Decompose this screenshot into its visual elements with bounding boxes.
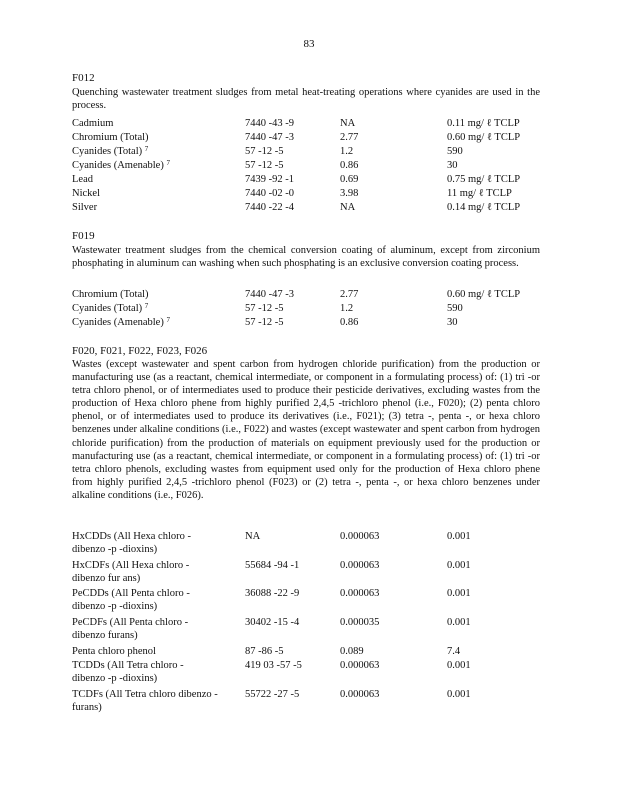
constituent-name: Lead [72, 174, 93, 185]
cas-number: 7439 -92 -1 [245, 174, 294, 185]
constituent-name: TCDDs (All Tetra chloro - [72, 660, 184, 671]
footnote-marker: 7 [166, 159, 170, 167]
constituent-name: Cyanides (Amenable) $^7$ [72, 159, 170, 171]
constituent-name-cont: dibenzo -p -dioxins) [72, 544, 158, 555]
constituent-name: Chromium (Total) [72, 289, 149, 300]
cas-number: 57 -12 -5 [245, 303, 284, 314]
wastewater-standard: 3.98 [340, 188, 359, 199]
wastewater-standard: 0.69 [340, 174, 359, 185]
wastewater-standard: 0.86 [340, 317, 359, 328]
nonwastewater-standard: 0.001 [447, 531, 471, 542]
waste-code-f020-f026: F020, F021, F022, F023, F026 [72, 345, 208, 357]
cas-number: 7440 -47 -3 [245, 132, 294, 143]
cas-number: 36088 -22 -9 [245, 588, 300, 599]
wastewater-standard: 2.77 [340, 289, 359, 300]
cas-number: 419 03 -57 -5 [245, 660, 302, 671]
constituent-name: PeCDDs (All Penta chloro - [72, 588, 190, 599]
constituent-name: Cyanides (Total) $^7$ [72, 145, 149, 157]
waste-code-f019: F019 [72, 230, 95, 242]
wastewater-standard: 0.000063 [340, 588, 380, 599]
constituent-name: Cadmium [72, 118, 114, 129]
nonwastewater-standard: 0.001 [447, 617, 471, 628]
nonwastewater-standard: 0.75 mg/ ℓ TCLP [447, 174, 521, 185]
constituent-name: TCDFs (All Tetra chloro dibenzo - [72, 689, 218, 700]
nonwastewater-standard: 0.60 mg/ ℓ TCLP [447, 132, 521, 143]
nonwastewater-standard: 0.001 [447, 660, 471, 671]
constituent-name-cont: dibenzo -p -dioxins) [72, 601, 158, 612]
waste-description-f020-f026: Wastes (except wastewater and spent carbon from hydrogen chloride purification) from the production or manufacturing use (as a reactant, chemical intermediate, or component in a formulating process) of: (1) tri -or tetra chloro phenol, or of intermediates used to produce their pesticide derivatives, excluding wastes from the production of Hexa chloro phene from highly purified 2,4,5 -trichloro phenol (i.e., F020); (2) penta chloro phenol, or of intermediates used to produce its derivatives (i.e., F021); (3) tetra -, penta -, or hexa chloro benzenes under alkaline conditions (i.e., F022) and wastes (except wastewater and spent carbon from hydrogen chloride purification) from the production of materials on equipment previously used for the production or manufacturing use (as a reactant, chemical intermediate, or component in a formulating process) of: (1) tri -or tetra chloro phenols, excluding wastes from equipment used only for the production of Hexa chloro phene from highly purified 2,4,5 -trichloro phenol (F023) or (2) tetra -, penta -, or hexa chloro benzenes under alkaline conditions (i.e., F026). [72, 359, 540, 501]
cas-number: 55722 -27 -5 [245, 689, 300, 700]
constituent-name-cont: furans) [72, 702, 102, 713]
constituent-name-cont: dibenzo -p -dioxins) [72, 673, 158, 684]
wastewater-standard: 0.000063 [340, 689, 380, 700]
cas-number: 30402 -15 -4 [245, 617, 300, 628]
footnote-marker: 7 [144, 145, 149, 153]
constituent-name: HxCDFs (All Hexa chloro - [72, 560, 190, 571]
wastewater-standard: 0.000035 [340, 617, 380, 628]
cas-number: 7440 -47 -3 [245, 289, 294, 300]
waste-code-f012: F012 [72, 72, 95, 84]
constituent-name-cont: dibenzo fur ans) [72, 573, 141, 584]
waste-description-f019: Wastewater treatment sludges from the chemical conversion coating of aluminum, except from zirconium phosphating in aluminum can washing when such phosphating is an exclusive conversion coating process. [72, 245, 540, 270]
wastewater-standard: NA [340, 202, 356, 213]
constituent-name: Silver [72, 202, 98, 213]
nonwastewater-standard: 0.001 [447, 689, 471, 700]
nonwastewater-standard: 0.001 [447, 588, 471, 599]
footnote-marker: 7 [144, 302, 149, 310]
page-number: 83 [303, 38, 315, 50]
constituent-name: Nickel [72, 188, 100, 199]
cas-number: 55684 -94 -1 [245, 560, 300, 571]
wastewater-standard: 0.000063 [340, 531, 380, 542]
wastewater-standard: 0.089 [340, 646, 364, 657]
wastewater-standard: 1.2 [340, 303, 354, 314]
constituent-name: Cyanides (Amenable) $^7$ [72, 316, 170, 328]
wastewater-standard: 1.2 [340, 146, 354, 157]
cas-number: 7440 -02 -0 [245, 188, 294, 199]
cas-number: 57 -12 -5 [245, 160, 284, 171]
wastewater-standard: 0.86 [340, 160, 359, 171]
nonwastewater-standard: 11 mg/ ℓ TCLP [447, 188, 512, 199]
nonwastewater-standard: 590 [447, 303, 463, 314]
waste-description-f012: Quenching wastewater treatment sludges from metal heat-treating operations where cyanides are used in the process. [72, 87, 540, 112]
cas-number: 57 -12 -5 [245, 317, 284, 328]
wastewater-standard: 0.000063 [340, 660, 380, 671]
nonwastewater-standard: 30 [447, 160, 458, 171]
cas-number: NA [245, 531, 261, 542]
constituent-name: HxCDDs (All Hexa chloro - [72, 531, 191, 542]
wastewater-standard: 0.000063 [340, 560, 380, 571]
footnote-marker: 7 [166, 316, 170, 324]
nonwastewater-standard: 30 [447, 317, 458, 328]
wastewater-standard: 2.77 [340, 132, 359, 143]
cas-number: 87 -86 -5 [245, 646, 284, 657]
wastewater-standard: NA [340, 118, 356, 129]
constituent-name: Chromium (Total) [72, 132, 149, 143]
constituent-name-cont: dibenzo furans) [72, 630, 138, 641]
constituent-name: PeCDFs (All Penta chloro - [72, 617, 189, 628]
cas-number: 57 -12 -5 [245, 146, 284, 157]
nonwastewater-standard: 7.4 [447, 646, 461, 657]
nonwastewater-standard: 0.60 mg/ ℓ TCLP [447, 289, 521, 300]
cas-number: 7440 -22 -4 [245, 202, 294, 213]
constituent-name: Cyanides (Total) $^7$ [72, 302, 149, 314]
nonwastewater-standard: 0.001 [447, 560, 471, 571]
nonwastewater-standard: 0.14 mg/ ℓ TCLP [447, 202, 521, 213]
constituent-name: Penta chloro phenol [72, 646, 156, 657]
cas-number: 7440 -43 -9 [245, 118, 294, 129]
nonwastewater-standard: 0.11 mg/ ℓ TCLP [447, 118, 520, 129]
nonwastewater-standard: 590 [447, 146, 463, 157]
